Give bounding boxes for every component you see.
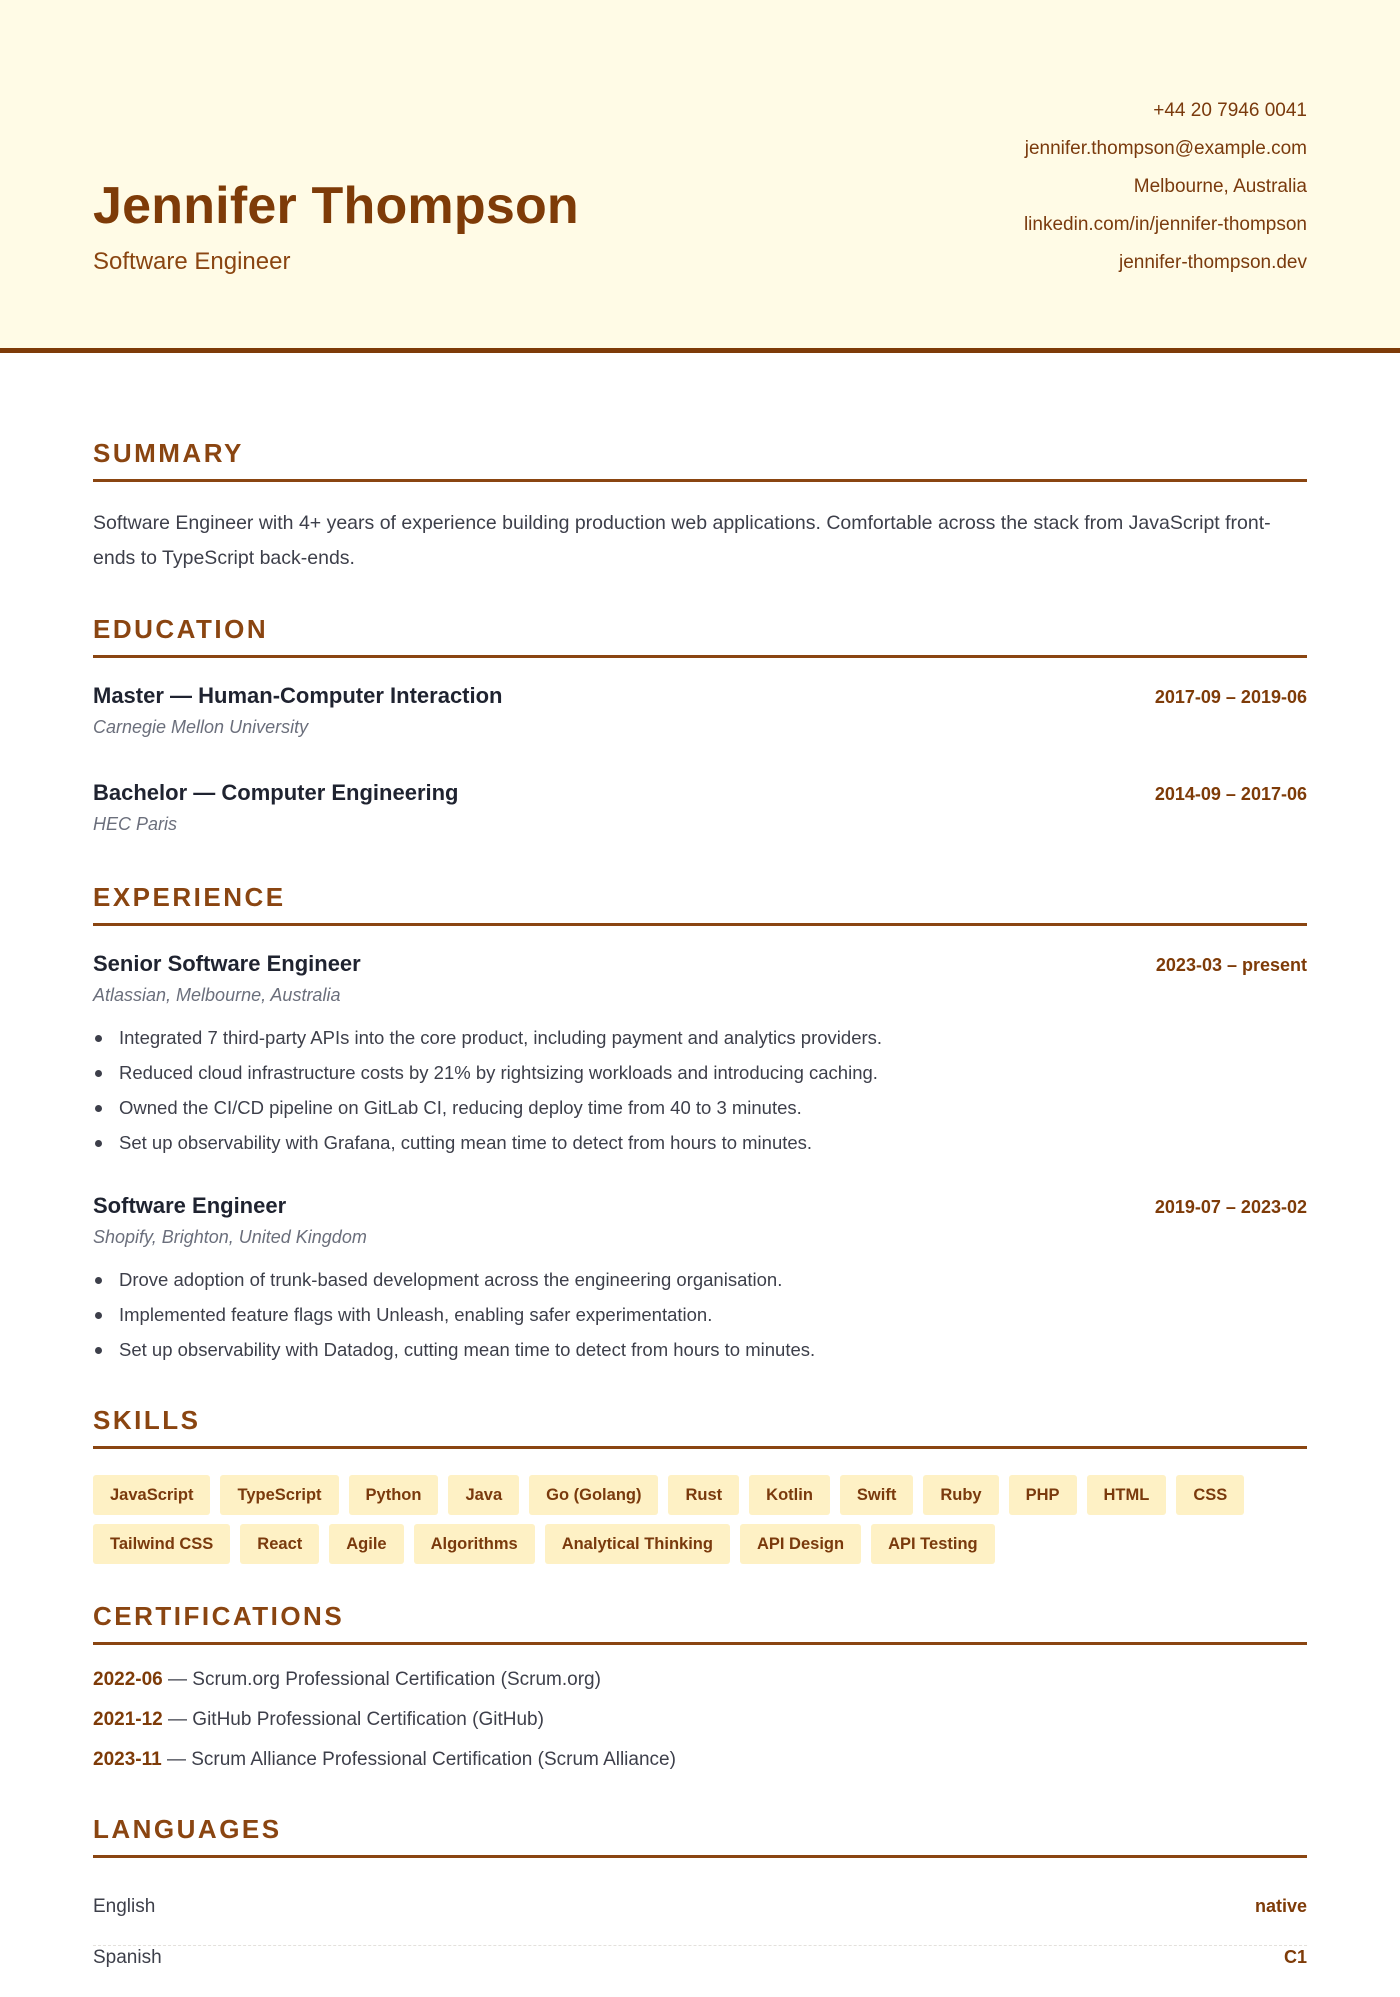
bullet-text: Drove adoption of trunk-based development across the engineering organisation.	[119, 1269, 783, 1290]
contact-phone: +44 20 7946 0041	[1153, 100, 1307, 121]
resume-header	[0, 0, 1400, 353]
list-item	[93, 1090, 1307, 1125]
bullet-dot-icon	[95, 1277, 102, 1284]
bullet-dot-icon	[95, 1105, 102, 1112]
experience-company: Atlassian, Melbourne, Australia	[93, 985, 341, 1005]
education-heading: EDUCATION	[93, 614, 1307, 658]
bullet-text: Owned the CI/CD pipeline on GitLab CI, reducing deploy time from 40 to 3 minutes.	[119, 1097, 802, 1118]
experience-dates: 2019-07 – 2023-02	[1154, 1197, 1307, 1217]
experience-heading: EXPERIENCE	[93, 882, 1307, 926]
skill-chip: Analytical Thinking	[545, 1524, 730, 1564]
contact-website[interactable]: jennifer-thompson.dev	[1119, 252, 1307, 273]
skill-chip: React	[240, 1524, 319, 1564]
skill-chip: Go (Golang)	[529, 1475, 658, 1515]
skill-chip: CSS	[1176, 1475, 1244, 1515]
summary-text: Software Engineer with 4+ years of experience building production web applications. Comfortable across the stack from JavaScript front-ends to TypeScript back-ends.	[93, 512, 1271, 569]
experience-entry	[93, 1193, 1307, 1367]
language-row	[93, 1947, 1307, 1997]
candidate-name: Jennifer Thompson	[93, 177, 579, 235]
education-school: Carnegie Mellon University	[93, 717, 309, 737]
bullet-text: Implemented feature flags with Unleash, enabling safer experimentation.	[119, 1304, 713, 1325]
skills-list	[93, 1475, 1307, 1573]
skill-chip: TypeScript	[220, 1475, 338, 1515]
list-item	[93, 1125, 1307, 1160]
skill-chip: Algorithms	[414, 1524, 535, 1564]
certification-date: 2021-12	[93, 1709, 163, 1730]
skill-chip: Swift	[840, 1475, 913, 1515]
bullet-text: Set up observability with Datadog, cutting mean time to detect from hours to minutes.	[119, 1339, 816, 1360]
bullet-text: Integrated 7 third-party APIs into the core product, including payment and analytics providers.	[119, 1027, 883, 1048]
certification-item	[93, 1749, 676, 1771]
experience-entry	[93, 951, 1307, 1160]
skill-chip: Kotlin	[749, 1475, 830, 1515]
skill-chip: PHP	[1009, 1475, 1077, 1515]
certification-text: — Scrum Alliance Professional Certification (Scrum Alliance)	[161, 1749, 676, 1770]
certifications-heading: CERTIFICATIONS	[93, 1601, 1307, 1645]
contact-location: Melbourne, Australia	[1133, 176, 1307, 197]
bullet-dot-icon	[95, 1312, 102, 1319]
skill-chip: API Design	[740, 1524, 861, 1564]
bullet-dot-icon	[95, 1035, 102, 1042]
experience-dates: 2023-03 – present	[1155, 955, 1307, 975]
bullet-dot-icon	[95, 1140, 102, 1147]
certification-date: 2023-11	[93, 1749, 162, 1770]
experience-role: Software Engineer	[93, 1193, 287, 1218]
language-level: native	[1254, 1896, 1307, 1916]
contact-block	[1024, 96, 1307, 286]
education-entry	[93, 780, 1307, 835]
list-item	[93, 1262, 1307, 1297]
experience-role: Senior Software Engineer	[93, 951, 361, 976]
experience-bullets	[93, 1262, 1307, 1367]
education-degree: Master — Human-Computer Interaction	[93, 683, 503, 708]
candidate-role: Software Engineer	[93, 248, 291, 275]
bullet-dot-icon	[95, 1070, 102, 1077]
bullet-dot-icon	[95, 1347, 102, 1354]
skill-chip: Java	[448, 1475, 519, 1515]
experience-company: Shopify, Brighton, United Kingdom	[93, 1227, 367, 1247]
certification-item	[93, 1669, 601, 1691]
skill-chip: Ruby	[923, 1475, 998, 1515]
certification-date: 2022-06	[93, 1669, 163, 1690]
list-item	[93, 1020, 1307, 1055]
languages-heading: LANGUAGES	[93, 1814, 1307, 1858]
education-entry	[93, 683, 1307, 738]
contact-linkedin[interactable]: linkedin.com/in/jennifer-thompson	[1023, 214, 1307, 235]
skill-chip: Agile	[329, 1524, 403, 1564]
skill-chip: Tailwind CSS	[93, 1524, 230, 1564]
experience-bullets	[93, 1020, 1307, 1160]
language-row	[93, 1896, 1307, 1946]
certification-text: — GitHub Professional Certification (GitHub)	[162, 1709, 544, 1730]
contact-email[interactable]: jennifer.thompson@example.com	[1024, 138, 1307, 159]
list-item	[93, 1055, 1307, 1090]
skill-chip: Rust	[668, 1475, 739, 1515]
education-degree: Bachelor — Computer Engineering	[93, 780, 459, 805]
list-item	[93, 1332, 1307, 1367]
education-school: HEC Paris	[93, 814, 178, 834]
list-item	[93, 1297, 1307, 1332]
language-name: English	[93, 1896, 156, 1917]
skill-chip: HTML	[1087, 1475, 1167, 1515]
summary-heading: SUMMARY	[93, 438, 1307, 482]
education-dates: 2014-09 – 2017-06	[1154, 784, 1307, 804]
education-dates: 2017-09 – 2019-06	[1154, 687, 1307, 707]
skill-chip: API Testing	[871, 1524, 995, 1564]
certification-item	[93, 1709, 544, 1731]
language-name: Spanish	[93, 1947, 162, 1968]
language-level: C1	[1283, 1947, 1307, 1967]
bullet-text: Reduced cloud infrastructure costs by 21% by rightsizing workloads and introducing caching.	[119, 1062, 878, 1083]
skill-chip: JavaScript	[93, 1475, 210, 1515]
skill-chip: Python	[349, 1475, 439, 1515]
certification-text: — Scrum.org Professional Certification (Scrum.org)	[162, 1669, 601, 1690]
skills-heading: SKILLS	[93, 1405, 1307, 1449]
bullet-text: Set up observability with Grafana, cutting mean time to detect from hours to minutes.	[119, 1132, 813, 1153]
